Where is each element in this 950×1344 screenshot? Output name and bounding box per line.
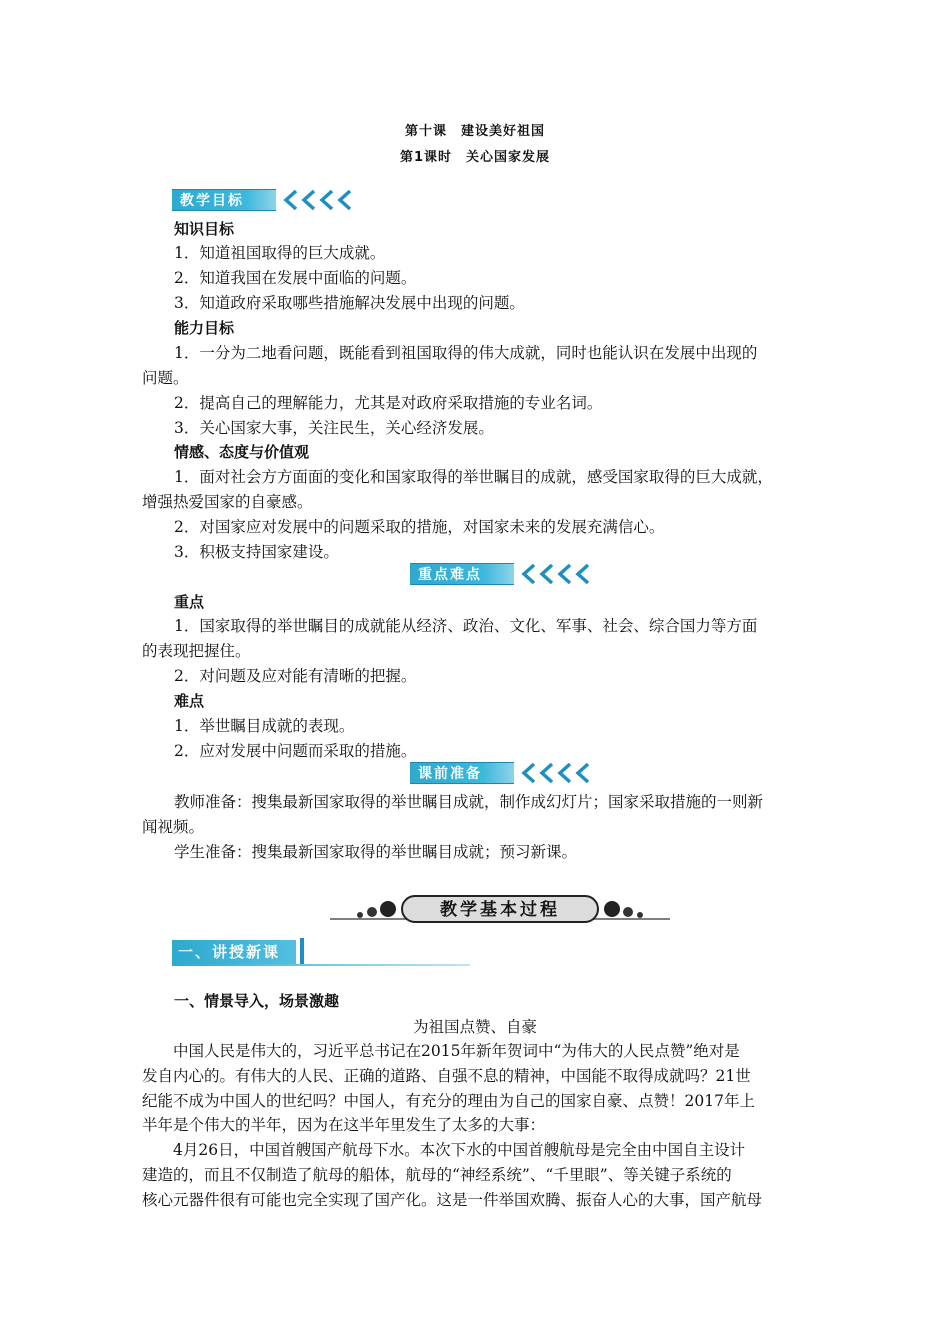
- part1-banner-bar: [300, 938, 304, 966]
- period-title: 第1课时 关心国家发展: [399, 150, 551, 165]
- teacher-prep-line-2: 闻视频。: [142, 818, 205, 836]
- ability-item-3: 3．关心国家大事，关注民生，关心经济发展。: [174, 419, 494, 437]
- para1-line-3: 纪能不成为中国人的世纪吗？中国人，有充分的理由为自己的国家自豪、点赞！2017年上: [142, 1092, 755, 1110]
- ability-item-1-line-1: 1．一分为二地看问题，既能看到祖国取得的伟大成就，同时也能认识在发展中出现的: [174, 344, 758, 362]
- teacher-prep-line-1: 教师准备：搜集最新国家取得的举世瞩目成就，制作成幻灯片；国家采取措施的一则新: [174, 793, 764, 811]
- chevrons-icon: [280, 189, 360, 211]
- para2-line-2: 建造的，而且不仅制造了航母的船体，航母的“神经系统”、“千里眼”、等关键子系统的: [142, 1166, 732, 1184]
- para2-line-3: 核心元器件很有可能也完全实现了国产化。这是一件举国欢腾、振奋人心的大事，国产航母: [142, 1191, 763, 1209]
- difficult-heading: 难点: [174, 692, 205, 710]
- key-item-1-line-2: 的表现把握住。: [142, 642, 251, 660]
- part1-banner-label: 一、讲授新课: [172, 940, 296, 964]
- emotion-item-2: 2．对国家应对发展中的问题采取的措施，对国家未来的发展充满信心。: [174, 518, 665, 536]
- ability-item-2: 2．提高自己的理解能力，尤其是对政府采取措施的专业名词。: [174, 394, 603, 412]
- emotion-item-1-line-2: 增强热爱国家的自豪感。: [142, 493, 313, 511]
- key-item-2: 2．对问题及应对能有清晰的把握。: [174, 667, 417, 685]
- para1-line-2: 发自内心的。有伟大的人民、正确的道路、自强不息的精神，中国能不取得成就吗？21世: [142, 1067, 751, 1085]
- objectives-banner-label: 教学目标: [172, 189, 276, 211]
- story-title: 为祖国点赞、自豪: [412, 1018, 537, 1036]
- prep-banner: [410, 762, 598, 784]
- para1-line-4: 半年是个伟大的半年，因为在这半年里发生了太多的大事：: [142, 1116, 546, 1134]
- part1-banner-underline: [172, 964, 470, 966]
- emotion-item-1-line-1: 1．面对社会方方面面的变化和国家取得的举世瞩目的成就，感受国家取得的巨大成就，: [174, 468, 773, 486]
- para1-line-1: 中国人民是伟大的，习近平总书记在2015年新年贺词中“为伟大的人民点赞”绝对是: [142, 1042, 740, 1060]
- emotion-item-3: 3．积极支持国家建设。: [174, 543, 339, 561]
- ability-heading: 能力目标: [174, 319, 235, 337]
- knowledge-item-3: 3．知道政府采取哪些措施解决发展中出现的问题。: [174, 294, 525, 312]
- chevrons-icon: [518, 563, 598, 585]
- key-item-1-line-1: 1．国家取得的举世瞩目的成就能从经济、政治、文化、军事、社会、综合国力等方面: [174, 617, 758, 635]
- para2-line-1: 4月26日，中国首艘国产航母下水。本次下水的中国首艘航母是完全由中国自主设计: [142, 1141, 746, 1159]
- student-prep: 学生准备：搜集最新国家取得的举世瞩目成就；预习新课。: [174, 843, 578, 861]
- objectives-banner: [172, 189, 360, 211]
- process-banner: [330, 893, 670, 927]
- difficult-item-2: 2．应对发展中问题而采取的措施。: [174, 742, 417, 760]
- key-heading: 重点: [174, 593, 205, 611]
- keypoints-banner-label: 重点难点: [410, 563, 514, 585]
- knowledge-heading: 知识目标: [174, 220, 235, 238]
- difficult-item-1: 1．举世瞩目成就的表现。: [174, 717, 355, 735]
- step1-heading: 一、情景导入，场景激趣: [174, 992, 340, 1010]
- knowledge-item-1: 1．知道祖国取得的巨大成就。: [174, 244, 386, 262]
- keypoints-banner: [410, 563, 598, 585]
- part1-banner: [172, 938, 472, 968]
- chevrons-icon: [518, 762, 598, 784]
- lesson-title: 第十课 建设美好祖国: [404, 124, 545, 139]
- emotion-heading: 情感、态度与价值观: [174, 443, 310, 461]
- process-banner-label: 教学基本过程: [440, 900, 560, 920]
- ability-item-1-line-2: 问题。: [142, 369, 189, 387]
- prep-banner-label: 课前准备: [410, 762, 514, 784]
- knowledge-item-2: 2．知道我国在发展中面临的问题。: [174, 269, 417, 287]
